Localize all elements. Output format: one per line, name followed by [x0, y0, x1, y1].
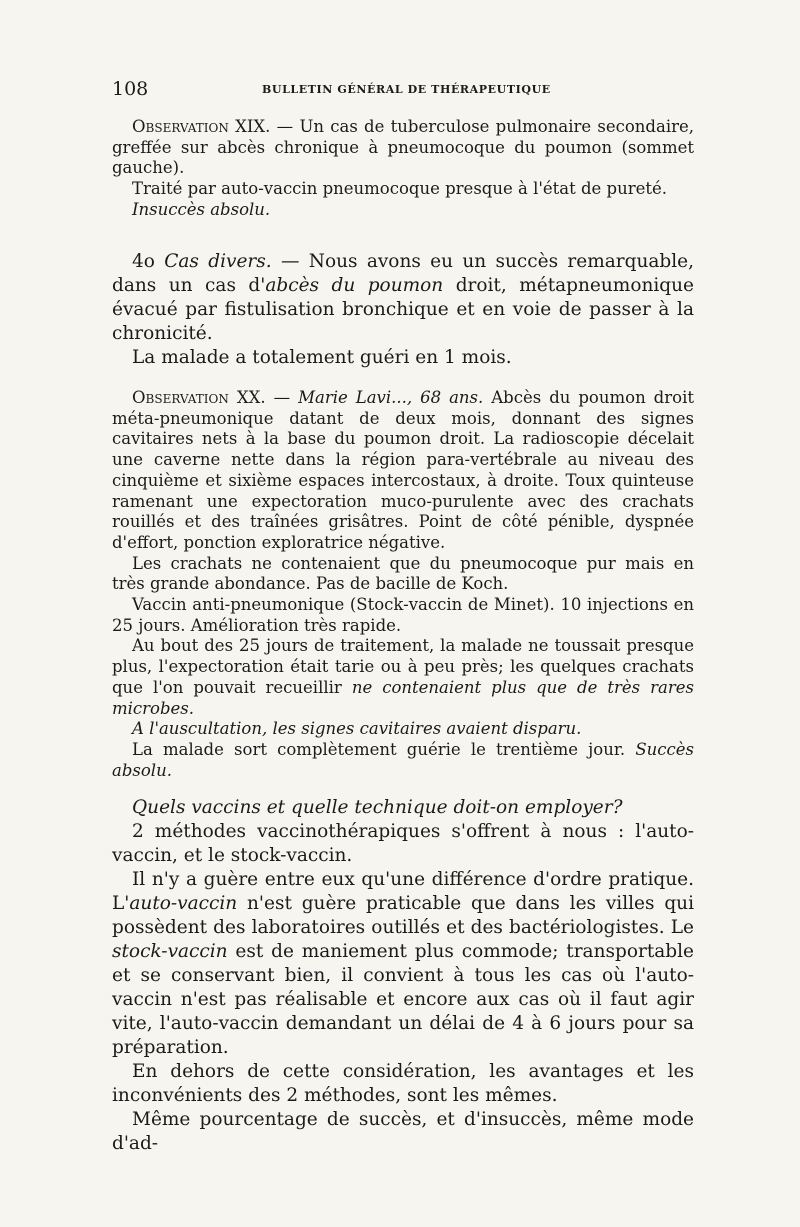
cas-divers-paragraph: 4o Cas divers. — Nous avons eu un succès remarquable, dans un cas d'abcès du poumon droit, métapneumonique évacué par fistulisation bronchique et en voie de passer à la chronicité.: [112, 251, 695, 344]
percentage-paragraph: Même pourcentage de succès, et d'insuccès, même mode d'ad-: [112, 1109, 694, 1154]
page-header: [112, 78, 692, 102]
observation-20: [112, 388, 694, 781]
observation-20-sputum: Les crachats ne contenaient que du pneumocoque pur mais en très grande abondance. Pas de bacille de Koch.: [112, 553, 694, 594]
observation-20-outcome: La malade sort complètement guérie le trentième jour. Succès absolu.: [112, 739, 694, 780]
observation-19-result: Insuccès absolu.: [132, 199, 271, 219]
cas-divers-result: La malade a totalement guéri en 1 mois.: [132, 347, 512, 368]
comparison-paragraph: Il n'y a guère entre eux qu'une différence d'ordre pratique. L'auto-vaccin n'est guère praticable que dans les villes qui possèdent des laboratoires outillés et des bactériologistes. Le stock-vaccin est de maniement plus commode; transportable et se conservant bien, il convient à tous les cas où l'auto-vaccin n'est pas réalisable et encore aux cas où il faut agir vite, l'auto-vaccin demandant un délai de 4 à 6 jours pour sa préparation.: [112, 869, 694, 1058]
cas-divers-section: [112, 250, 694, 370]
observation-19-treatment: Traité par auto-vaccin pneumocoque presque à l'état de pureté.: [132, 179, 668, 199]
observation-19-text: Observation XIX. — Un cas de tuberculose pulmonaire secondaire, greffée sur abcès chronique à pneumocoque du poumon (sommet gauche).: [112, 117, 694, 178]
observation-19: [112, 117, 694, 221]
observation-20-progress: Au bout des 25 jours de traitement, la malade ne toussait presque plus, l'expectoration était tarie ou à peu près; les quelques crachats que l'on pouvait recueillir ne contenaient plus que de très rares microbes.: [112, 636, 694, 718]
running-head: BULLETIN GÉNÉRAL DE THÉRAPEUTIQUE: [262, 83, 551, 96]
observation-20-description: Observation XX. — Marie Lavi..., 68 ans. Abcès du poumon droit méta-pneumonique datant de deux mois, donnant des signes cavitaires nets à la base du poumon droit. La radioscopie décelait une caverne nette dans la région para-vertébrale au niveau des cinquième et sixième espaces intercostaux, à droite. Toux quinteuse ramenant une expectoration muco-purulente avec des crachats rouillés et des traînées grisâtres. Point de côté pénible, dyspnée d'effort, ponction exploratrice négative.: [112, 388, 694, 552]
observation-20-auscultation: A l'auscultation, les signes cavitaires avaient disparu.: [132, 719, 582, 739]
vaccins-section: [112, 796, 694, 1156]
advantages-paragraph: En dehors de cette considération, les avantages et les inconvénients des 2 méthodes, sont les mêmes.: [112, 1061, 694, 1106]
section-heading: Quels vaccins et quelle technique doit-on employer?: [132, 797, 623, 818]
observation-20-vaccine: Vaccin anti-pneumonique (Stock-vaccin de Minet). 10 injections en 25 jours. Amélioration très rapide.: [112, 595, 694, 635]
page-number: 108: [112, 78, 149, 100]
methods-paragraph: 2 méthodes vaccinothérapiques s'offrent à nous : l'auto-vaccin, et le stock-vaccin.: [112, 821, 694, 866]
